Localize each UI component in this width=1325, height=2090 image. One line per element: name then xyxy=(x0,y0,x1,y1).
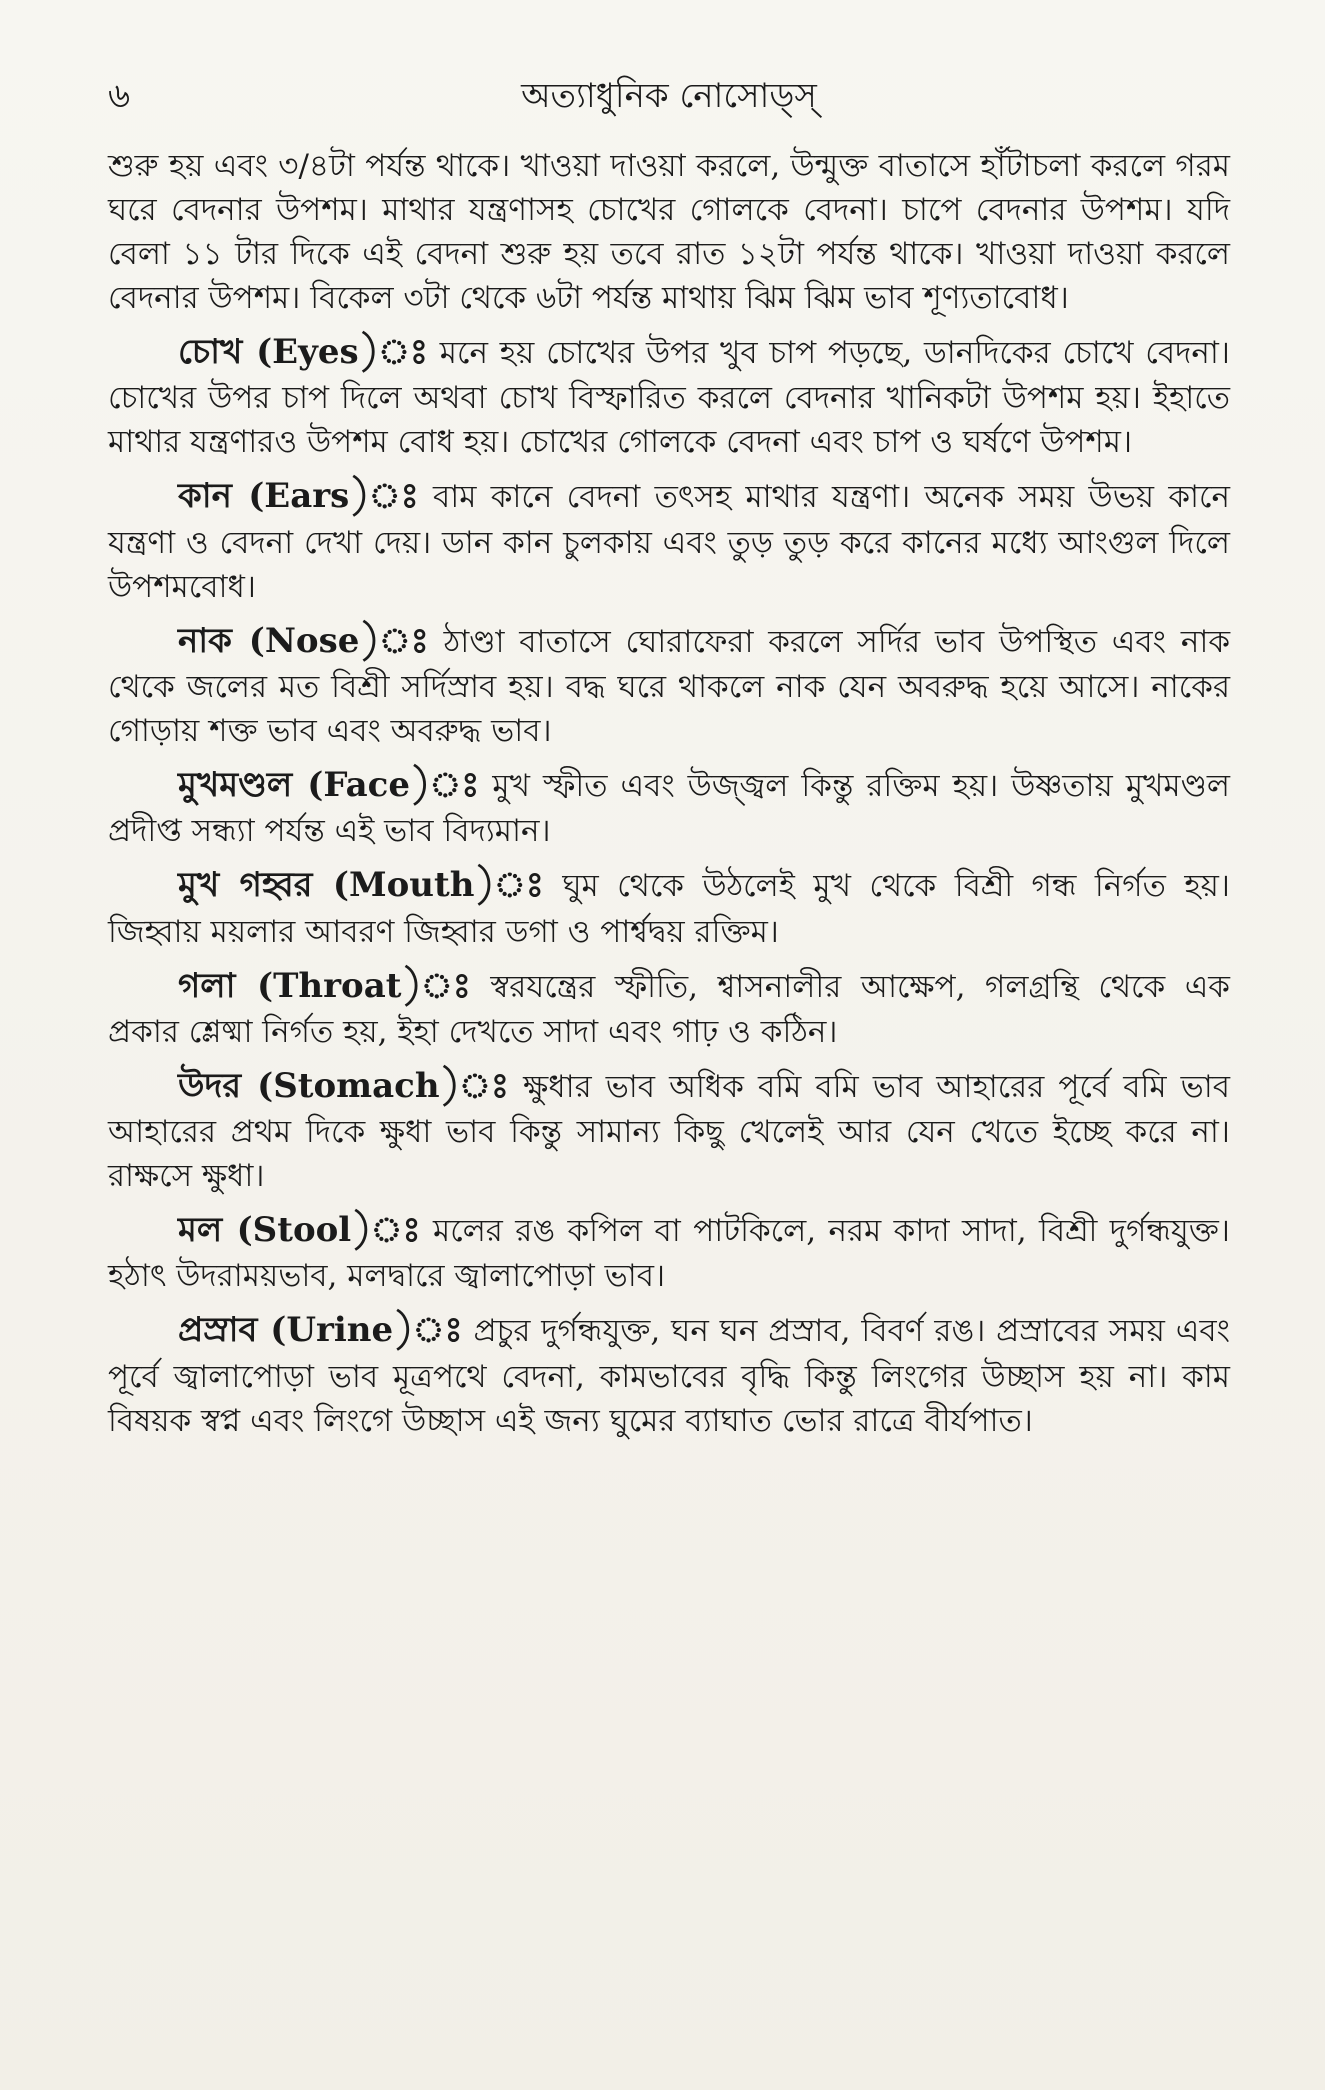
paragraph-text: ক্ষুধার ভাব অধিক বমি বমি ভাব আহারের পূর্বে বমি ভাব আহারের প্রথম দিকে ক্ষুধা ভাব কিন্তু সামান্য কিছু খেলেই আর যেন খেতে ইচ্ছে করে না। রাক্ষসে ক্ষুধা। xyxy=(108,1068,1230,1195)
section-heading-nose: নাক (Nose)ঃ xyxy=(178,620,429,661)
section-heading-mouth: মুখ গহ্বর (Mouth)ঃ xyxy=(178,865,544,906)
section-heading-eyes: চোখ (Eyes)ঃ xyxy=(178,332,429,373)
section-heading-stomach: উদর (Stomach)ঃ xyxy=(178,1065,509,1106)
paragraph-urine xyxy=(108,1306,1230,1442)
paragraph-text: ঠাণ্ডা বাতাসে ঘোরাফেরা করলে সর্দির ভাব উপস্থিত এবং নাক থেকে জলের মত বিশ্রী সর্দিস্রাব হয়। বদ্ধ ঘরে থাকলে নাক যেন অবরুদ্ধ হয়ে আসে। নাকের গোড়ায় শক্ত ভাব এবং অবরুদ্ধ ভাব। xyxy=(108,623,1231,749)
body-text xyxy=(108,144,1230,1443)
paragraph-ears xyxy=(108,472,1230,608)
paragraph-text: মুখ স্ফীত এবং উজ্জ্বল কিন্তু রক্তিম হয়। উষ্ণতায় মুখমণ্ডল প্রদীপ্ত সন্ধ্যা পর্যন্ত এই ভাব বিদ্যমান। xyxy=(108,767,1230,850)
paragraph-text: ঘুম থেকে উঠলেই মুখ থেকে বিশ্রী গন্ধ নির্গত হয়। জিহ্বায় ময়লার আবরণ জিহ্বার ডগা ও পার্শ্বদ্বয় রক্তিম। xyxy=(108,868,1230,950)
paragraph-continuation xyxy=(108,144,1230,320)
running-title: অত্যাধুনিক নোসোড্স্ xyxy=(521,76,817,116)
section-heading-urine: প্রস্রাব (Urine)ঃ xyxy=(178,1310,463,1351)
page-number: ৬ xyxy=(108,76,131,116)
paragraph-text: প্রচুর দুর্গন্ধযুক্ত, ঘন ঘন প্রস্রাব, বিবর্ণ রঙ। প্রস্রাবের সময় এবং পূর্বে জ্বালাপোড়া ভাব মূত্রপথে বেদনা, কামভাবের বৃদ্ধি কিন্তু লিংগের উচ্ছাস হয় না। কাম বিষয়ক স্বপ্ন এবং লিংগে উচ্ছাস এই জন্য ঘুমের ব্যাঘাত ভোর রাত্রে বীর্যপাত। xyxy=(108,1313,1230,1439)
paragraph-text: মলের রঙ কপিল বা পাটকিলে, নরম কাদা সাদা, বিশ্রী দুর্গন্ধযুক্ত। হঠাৎ উদরাময়ভাব, মলদ্বারে জ্বালাপোড়া ভাব। xyxy=(108,1213,1230,1295)
paragraph-text: বাম কানে বেদনা তৎসহ মাথার যন্ত্রণা। অনেক সময় উভয় কানে যন্ত্রণা ও বেদনা দেখা দেয়। ডান কান চুলকায় এবং তুড় তুড় করে কানের মধ্যে আংগুল দিলে উপশমবোধ। xyxy=(108,479,1230,605)
paragraph-stomach xyxy=(108,1062,1230,1198)
paragraph-mouth xyxy=(108,861,1230,953)
paragraph-text: স্বরযন্ত্রের স্ফীতি, শ্বাসনালীর আক্ষেপ, গলগ্রন্থি থেকে এক প্রকার শ্লেষ্মা নির্গত হয়, ইহা দেখতে সাদা এবং গাঢ় ও কঠিন। xyxy=(108,968,1230,1050)
paragraph-stool xyxy=(108,1206,1230,1298)
paragraph-text: মনে হয় চোখের উপর খুব চাপ পড়ছে, ডানদিকের চোখে বেদনা। চোখের উপর চাপ দিলে অথবা চোখ বিস্ফারিত করলে বেদনার খানিকটা উপশম হয়। ইহাতে মাথার যন্ত্রণারও উপশম বোধ হয়। চোখের গোলকে বেদনা এবং চাপ ও ঘর্ষণে উপশম। xyxy=(108,335,1230,461)
section-heading-throat: গলা (Throat)ঃ xyxy=(178,965,471,1006)
paragraph-text: শুরু হয় এবং ৩/৪টা পর্যন্ত থাকে। খাওয়া দাওয়া করলে, উন্মুক্ত বাতাসে হাঁটাচলা করলে গরম ঘরে বেদনার উপশম। মাথার যন্ত্রণাসহ চোখের গোলকে বেদনা। চাপে বেদনার উপশম। যদি বেলা ১১ টার দিকে এই বেদনা শুরু হয় তবে রাত ১২টা পর্যন্ত থাকে। খাওয়া দাওয়া করলে বেদনার উপশম। বিকেল ৩টা থেকে ৬টা পর্যন্ত মাথায় ঝিম ঝিম ভাব শূণ্যতাবোধ। xyxy=(108,148,1230,317)
section-heading-ears: কান (Ears)ঃ xyxy=(178,476,419,517)
section-heading-face: মুখমণ্ডল (Face)ঃ xyxy=(178,764,480,805)
section-heading-stool: মল (Stool)ঃ xyxy=(178,1210,421,1251)
running-header xyxy=(108,60,1230,130)
paragraph-eyes xyxy=(108,328,1230,464)
paragraph-face xyxy=(108,761,1230,853)
paragraph-throat xyxy=(108,962,1230,1054)
paragraph-nose xyxy=(108,617,1230,753)
